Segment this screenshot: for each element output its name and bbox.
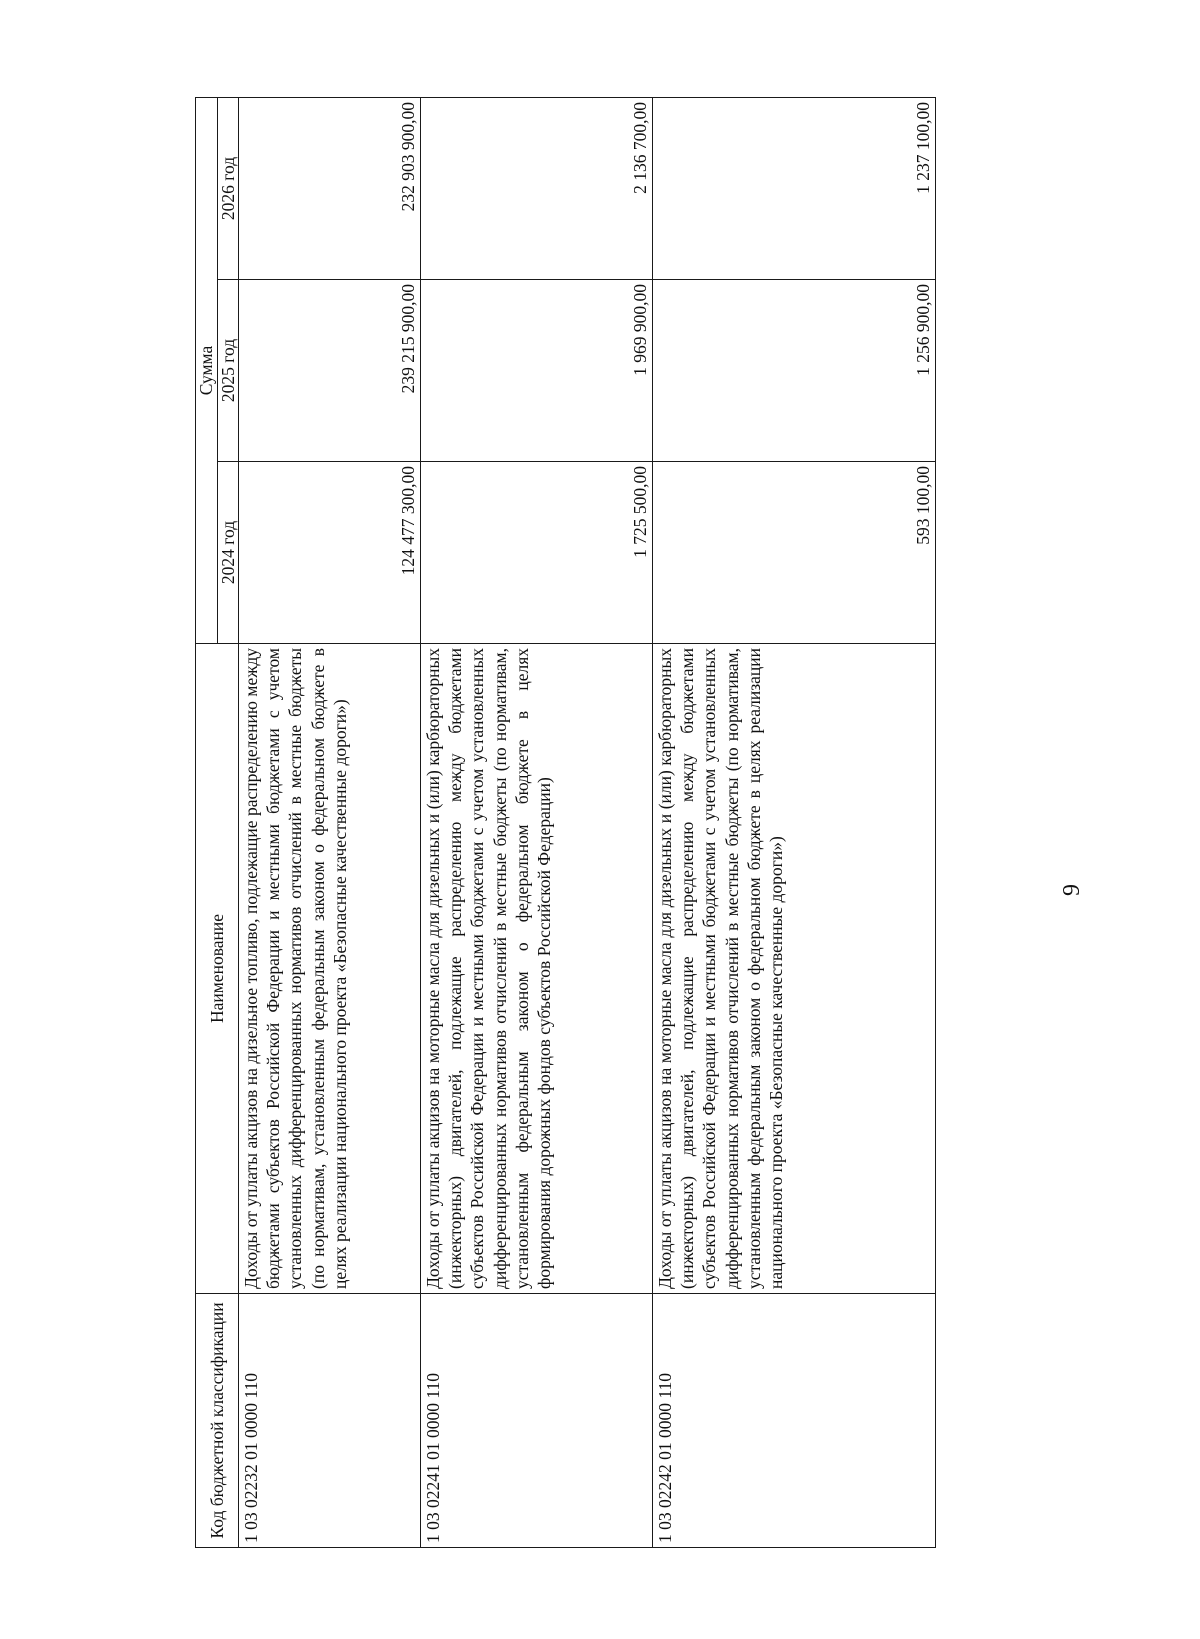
header-year-2025: 2025 год — [218, 280, 239, 462]
row-code: 1 03 02241 01 0000 110 — [421, 1294, 653, 1548]
header-code: Код бюджетной классификации — [196, 1294, 239, 1548]
row-name: Доходы от уплаты акцизов на моторные масла для дизельных и (или) карбюраторных (инжекторных) двигателей, подлежащие распределению между бюджетами субъектов Российской Федерации и местными бюджетами с учетом установленных дифференцированных нормативов отчислений в местные бюджеты (по нормативам, установленным федеральным законом о федеральном бюджете в целях формирования дорожных фондов субъектов Российской Федерации) — [421, 644, 653, 1294]
table-row — [421, 97, 653, 1547]
header-name: Наименование — [196, 644, 239, 1294]
row-name: Доходы от уплаты акцизов на моторные масла для дизельных и (или) карбюраторных (инжекторных) двигателей, подлежащие распределению между бюджетами субъектов Российской Федерации и местными бюджетами с учетом установленных дифференцированных нормативов отчислений в местные бюджеты (по нормативам, установленным федеральным законом о федеральном бюджете в целях реализации национального проекта «Безопасные качественные дороги») — [653, 644, 936, 1294]
page-number: 9 — [1059, 884, 1085, 896]
table-row — [653, 97, 936, 1547]
row-code: 1 03 02232 01 0000 110 — [239, 1294, 421, 1548]
row-amount-2024: 593 100,00 — [653, 462, 936, 644]
row-amount-2026: 1 237 100,00 — [653, 97, 936, 279]
row-amount-2025: 1 256 900,00 — [653, 280, 936, 462]
row-code: 1 03 02242 01 0000 110 — [653, 1294, 936, 1548]
row-amount-2025: 239 215 900,00 — [239, 280, 421, 462]
row-name: Доходы от уплаты акцизов на дизельное топливо, подлежащие распределению между бюджетами субъектов Российской Федерации и местными бюджетами с учетом установленных дифференцированных нормативов отчислений в местные бюджеты (по нормативам, установленным федеральным законом о федеральном бюджете в целях реализации национального проекта «Безопасные качественные дороги») — [239, 644, 421, 1294]
table-row — [239, 97, 421, 1547]
header-year-2026: 2026 год — [218, 97, 239, 279]
row-amount-2025: 1 969 900,00 — [421, 280, 653, 462]
row-amount-2026: 232 903 900,00 — [239, 97, 421, 279]
row-amount-2024: 1 725 500,00 — [421, 462, 653, 644]
rotated-sheet — [195, 98, 935, 1548]
budget-table — [195, 97, 936, 1548]
row-amount-2024: 124 477 300,00 — [239, 462, 421, 644]
row-amount-2026: 2 136 700,00 — [421, 97, 653, 279]
header-year-2024: 2024 год — [218, 462, 239, 644]
header-sum: Сумма — [196, 97, 218, 643]
